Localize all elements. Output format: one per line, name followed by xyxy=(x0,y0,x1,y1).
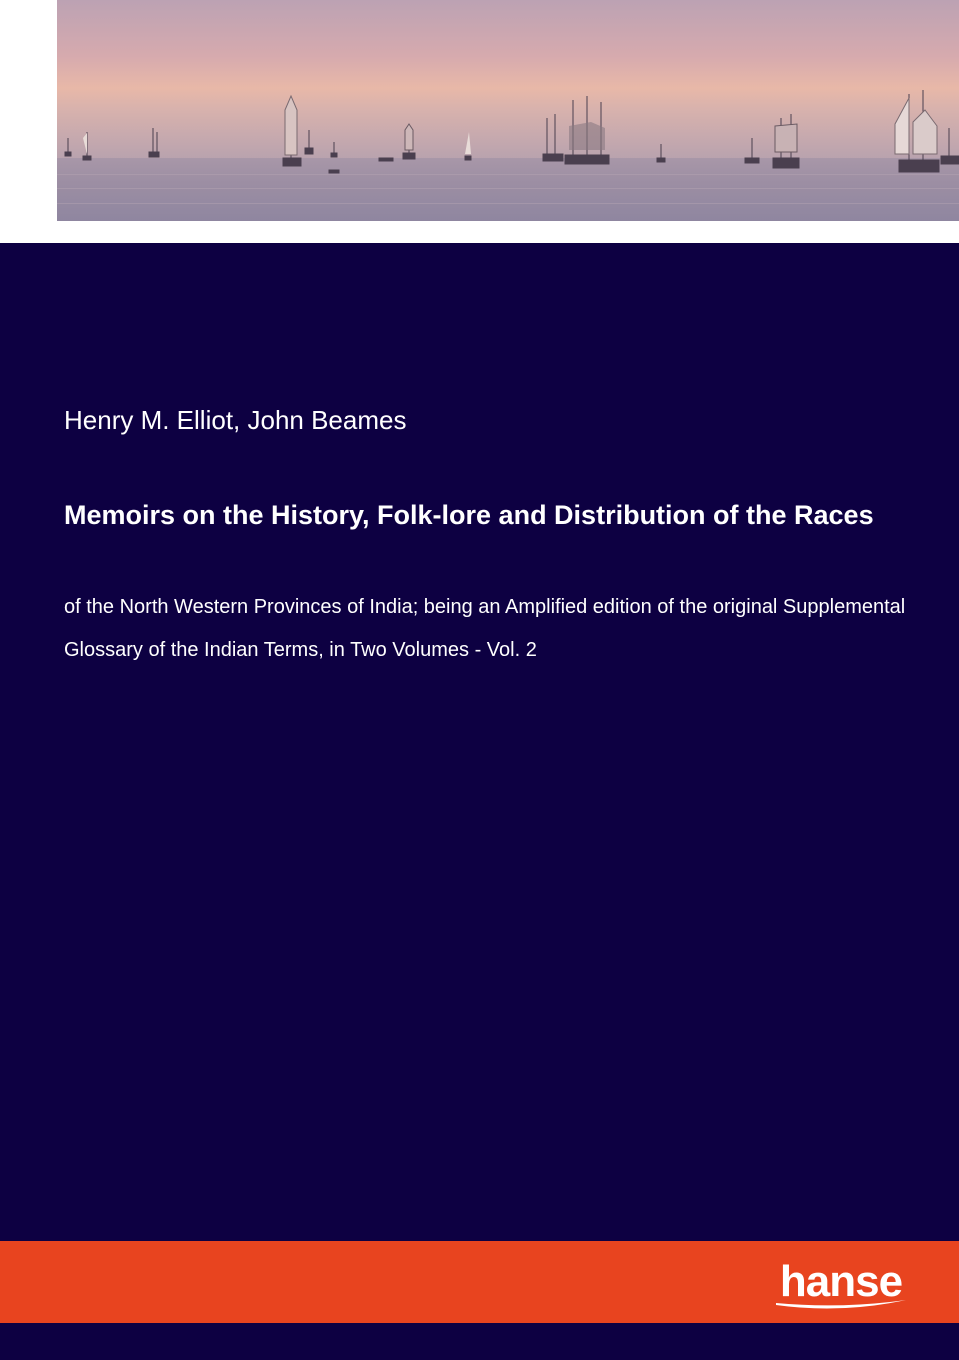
cover-panel xyxy=(0,243,959,1241)
hanse-logo-text: hanse xyxy=(779,1257,903,1306)
author-names: Henry M. Elliot, John Beames xyxy=(64,405,407,435)
sailing-ships-photo xyxy=(57,0,959,221)
sailing-ships-image xyxy=(57,0,959,221)
bottom-strip xyxy=(0,1323,959,1360)
hanse-logo xyxy=(770,1254,912,1312)
hanse-logo-mark xyxy=(770,1254,912,1312)
book-title: Memoirs on the History, Folk-lore and Distribution of the Races xyxy=(64,500,874,530)
book-subtitle: of the North Western Provinces of India; being an Amplified edition of the original Supplemental Glossary of the Indian Terms, in Two Volumes - Vol. 2 xyxy=(64,596,906,661)
